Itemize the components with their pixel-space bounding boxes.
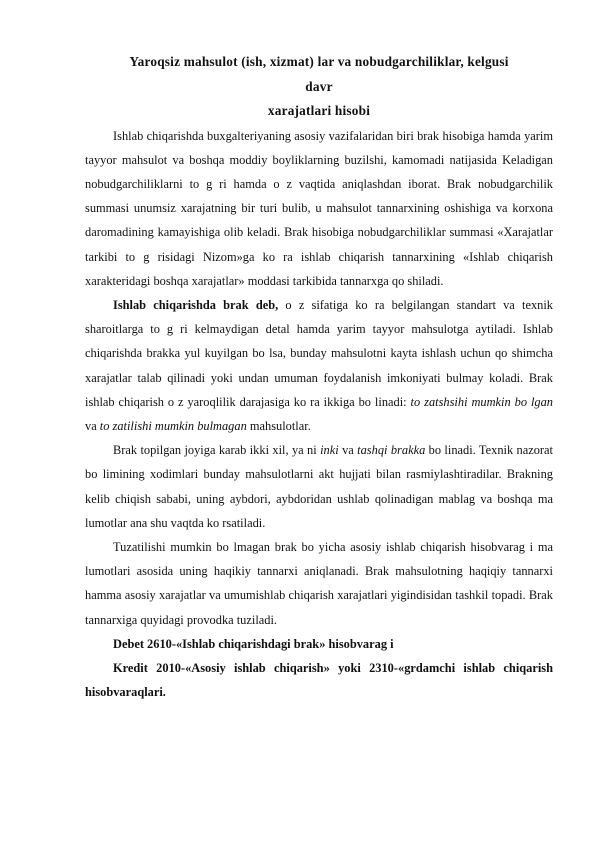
text-span: va [338, 443, 358, 458]
title-line-3: xarajatlari hisobi [267, 103, 371, 118]
text-span: va [85, 418, 100, 433]
text-span: Brak topilgan joyiga karab ikki xil, ya ni [113, 443, 321, 458]
kredit-text: Kredit 2010-«Asosiy ishlab chiqarish» yoki 2310-«grdamchi ishlab chiqarish hisobvaraqlari. [85, 660, 553, 700]
paragraph-brak-hisobi: Ishlab chiqarishda buxgalteriyaning asosiy vazifalaridan biri brak hisobiga hamda yarim tayyor mahsulot va boshqa moddiy boyliklarning buzilshi, kamomadi natijasida Keladigan nobudgarchiliklarni to g ri hamda o z vaqtida aniqlashdan iborat. Brak nobudgarchilik summasi unumsiz xarajatning bir turi bulib, u mahsulot tannarxining oshishiga va korxona daromadining kamayishiga olib keladi. Brak hisobiga nobudgarchiliklar summasi «Xarajatlar tarkibi to g risidagi Nizom»ga ko ra ishlab chiqarish tannarxining «Ishlab chiqarish xarakteridagi boshqa xarajatlar» moddasi tarkibida tannarxga qo shiladi. [85, 128, 553, 288]
paragraph-brak-types [85, 438, 553, 535]
document-title [85, 50, 553, 124]
title-line-1: Yaroqsiz mahsulot (ish, xizmat) lar va nobudgarchiliklar, kelgusi [129, 54, 509, 69]
text-span: o z sifatiga ko ra belgilangan standart va texnik sharoitlarga to g ri kelmaydigan detal hamda yarim tayyor mahsulotga aytiladi. Ishlab chiqarishda brakka yul kuyilgan bo lsa, bunday mahsulotni kayta ishlash uchun qo shimcha xarajatlar talab qilinadi yoki undan umuman foydalanish imkoniyati bulmay koladi. Brak ishlab chiqarish o z yaroqlilik darajasiga ko ra ikkiga bo linadi: [85, 297, 553, 409]
entry-kredit [85, 656, 553, 704]
paragraph-brak-definition [85, 293, 553, 438]
paragraph-tannarx: Tuzatilishi mumkin bo lmagan brak bo yicha asosiy ishlab chiqarish hisobvarag i ma lumotlari asosida uning haqikiy tannarxi aniqlanadi. Brak mahsulotning haqiqiy tannarxi hamma asosiy xarajatlar va umumishlab chiqarish xarajatlari yigindisidan tashkil topadi. Brak tannarxiga quyidagi provodka tuziladi. [85, 539, 553, 627]
term-italic: tashqi brakka [357, 443, 426, 458]
term-italic: to zatshsihi mumkin bo lgan [410, 394, 553, 409]
debet-text: Debet 2610-«Ishlab chiqarishdagi brak» hisobvarag i [113, 636, 394, 651]
title-line-2: davr [305, 78, 333, 94]
term-italic: inki [320, 443, 339, 458]
text-span: mahsulotlar. [246, 418, 311, 433]
entry-debet [85, 632, 553, 656]
text-span: bo linadi. Texnik nazorat bo limining xodimlari bunday mahsulotlarni akt hujjati bilan rasmiylashtiradilar. Brakning kelib chiqish sababi, uning aybdori, aybdoridan ushlab qolinadigan mablag va boshqa ma lumotlar ana shu vaqtda ko rsatiladi. [85, 443, 553, 530]
term-italic: to zatilishi mumkin bulmagan [99, 418, 247, 433]
document-page [85, 50, 553, 704]
term-brak: Ishlab chiqarishda brak deb, [113, 297, 279, 312]
